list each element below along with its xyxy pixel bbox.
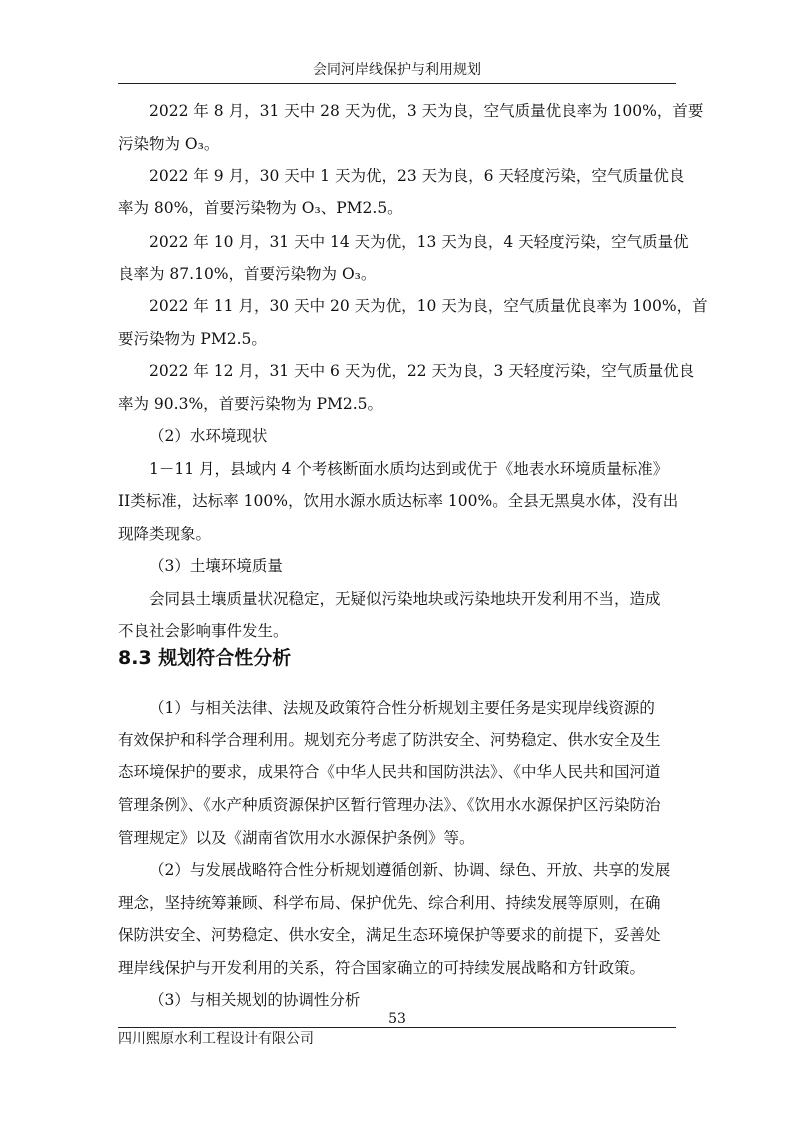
paragraph-line: 2022 年 10 月，31 天中 14 天为优，13 天为良，4 天轻度污染，空气质量优: [149, 233, 689, 251]
paragraph-line: 率为 80%，首要污染物为 O₃、PM2.5。: [118, 199, 403, 217]
paragraph-line: 2022 年 9 月，30 天中 1 天为优，23 天为良，6 天轻度污染，空气质量优良: [149, 167, 685, 185]
footer-divider: [118, 1027, 676, 1028]
paragraph-line: 率为 90.3%，首要污染物为 PM2.5。: [118, 395, 384, 413]
header-divider: [118, 83, 676, 84]
paragraph-line: 不良社会影响事件发生。: [118, 622, 289, 640]
paragraph-line: II类标准，达标率 100%，饮用水源水质达标率 100%。全县无黑臭水体，没有出: [118, 492, 679, 510]
paragraph-line: （2）与发展战略符合性分析规划遵循创新、协调、绿色、开放、共享的发展: [149, 861, 671, 879]
paragraph-line: 理岸线保护与开发利用的关系，符合国家确立的可持续发展战略和方针政策。: [118, 959, 646, 977]
paragraph-line: 良率为 87.10%，首要污染物为 O₃。: [118, 265, 377, 283]
paragraph-line: 理念，坚持统筹兼顾、科学布局、保护优先、综合利用、持续发展等原则，在确: [118, 894, 661, 912]
page-number: 53: [388, 1011, 406, 1027]
paragraph-line: （1）与相关法律、法规及政策符合性分析规划主要任务是实现岸线资源的: [149, 699, 655, 717]
subsection-title-planning: （3）与相关规划的协调性分析: [149, 991, 361, 1009]
paragraph-line: 管理条例》、《水产种质资源保护区暂行管理办法》、《饮用水水源保护区污染防治: [118, 796, 661, 814]
paragraph-line: 管理规定》以及《湖南省饮用水水源保护条例》等。: [118, 829, 475, 847]
paragraph-line: 2022 年 11 月，30 天中 20 天为优，10 天为良，空气质量优良率为 100%，首: [149, 297, 708, 315]
footer-company: 四川熙原水利工程设计有限公司: [118, 1031, 314, 1047]
section-heading: 8.3 规划符合性分析: [118, 647, 292, 669]
paragraph-line: 有效保护和科学合理利用。规划充分考虑了防洪安全、河势稳定、供水安全及生: [118, 731, 661, 749]
paragraph-line: 现降类现象。: [118, 525, 212, 543]
paragraph-line: 保防洪安全、河势稳定、供水安全，满足生态环境保护等要求的前提下，妥善处: [118, 926, 661, 944]
paragraph-line: 会同县土壤质量状况稳定，无疑似污染地块或污染地块开发利用不当，造成: [149, 590, 661, 608]
subsection-title-water: （2）水环境现状: [149, 427, 268, 445]
paragraph-line: 污染物为 O₃。: [118, 135, 220, 153]
paragraph-line: 1－11 月，县域内 4 个考核断面水质均达到或优于《地表水环境质量标准》: [149, 460, 669, 478]
subsection-title-soil: （3）土壤环境质量: [149, 557, 283, 575]
paragraph-line: 2022 年 8 月，31 天中 28 天为优，3 天为良，空气质量优良率为 100%，首要: [149, 102, 704, 120]
paragraph-line: 态环境保护的要求，成果符合《中华人民共和国防洪法》、《中华人民共和国河道: [118, 763, 661, 781]
header-title: 会同河岸线保护与利用规划: [313, 62, 481, 78]
paragraph-line: 要污染物为 PM2.5。: [118, 330, 267, 348]
paragraph-line: 2022 年 12 月，31 天中 6 天为优，22 天为良，3 天轻度污染，空气质量优良: [149, 362, 695, 380]
